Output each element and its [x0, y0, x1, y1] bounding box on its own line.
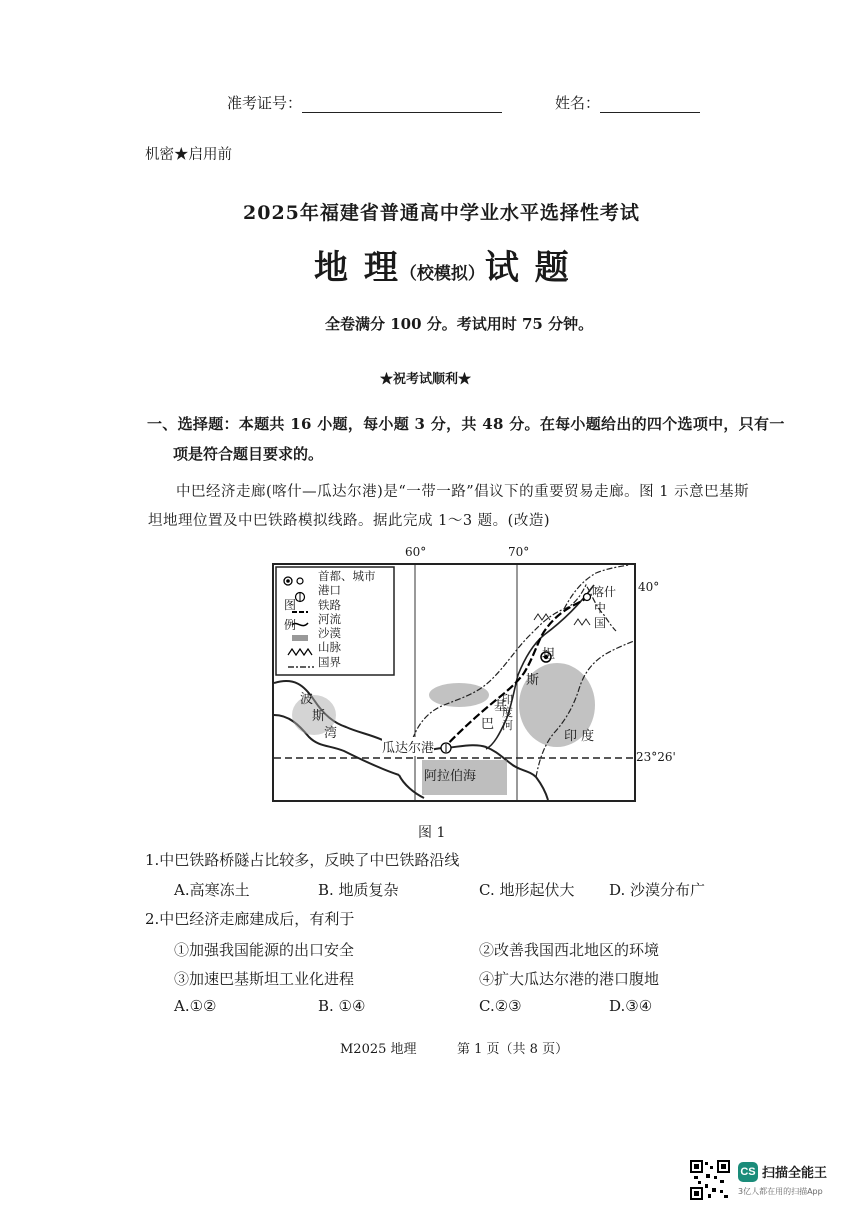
q2-item-2: ②改善我国西北地区的环境 — [479, 941, 660, 959]
section-heading: 一、选择题：本题共 16 小题，每小题 3 分，共 48 分。在每小题给出的四个选项中，只有一 — [147, 415, 785, 433]
q1-stem: 1.中巴铁路桥隧占比较多，反映了中巴铁路沿线 — [145, 851, 460, 869]
lat-40-label: 40° — [638, 580, 660, 594]
q2-item-1: ①加强我国能源的出口安全 — [174, 941, 355, 959]
legend-item: 首都、城市 — [318, 569, 376, 583]
label-china: 中 国 — [594, 601, 607, 630]
q2-option-c[interactable]: C.②③ — [479, 997, 522, 1015]
exam-number-field[interactable] — [302, 96, 502, 113]
secret-mark: 机密★启用前 — [145, 147, 232, 163]
exam-title: 2025年福建省普通高中学业水平选择性考试 — [243, 202, 640, 224]
exam-info: 全卷满分 100 分。考试用时 75 分钟。 — [325, 315, 594, 333]
name-label: 姓名： — [555, 92, 700, 113]
good-luck: ★祝考试顺利★ — [380, 372, 472, 387]
legend-title: 图 例 — [284, 598, 297, 632]
q1-option-d[interactable]: D. 沙漠分布广 — [609, 881, 706, 899]
legend-item: 山脉 — [318, 640, 341, 655]
q1-option-c[interactable]: C. 地形起伏大 — [479, 881, 575, 899]
label-arabian-sea: 阿拉伯海 — [424, 769, 477, 784]
legend-list — [318, 569, 376, 669]
legend-item: 国界 — [318, 654, 341, 669]
name-field[interactable] — [600, 96, 700, 113]
q2-option-a[interactable]: A.①② — [174, 997, 217, 1015]
scanner-name: 扫描全能王 — [762, 1166, 828, 1181]
pakistan-map: 图 例 首都、城市 港口 铁路 河流 沙漠 山脉 国界 喀什 中 国 波 斯 湾 瓜达尔港 阿拉伯海 印 度 巴 基 斯 坦 印 度 河 — [272, 563, 636, 802]
qr-code-icon — [690, 1160, 730, 1200]
figure-caption: 图 1 — [418, 825, 446, 841]
label-indus-river: 印 度 河 — [502, 693, 513, 732]
scanner-tagline: 3亿人都在用的扫描App — [738, 1187, 823, 1196]
page-number: 第 1 页（共 8 页） — [457, 1042, 569, 1057]
intro-text: 中巴经济走廊(喀什—瓜达尔港)是“一带一路”倡议下的重要贸易走廊。图 1 示意巴基斯 — [176, 484, 750, 500]
exam-number-label: 准考证号： — [227, 92, 502, 113]
footer-code: M2025 地理 — [340, 1042, 417, 1057]
q1-option-a[interactable]: A.高寒冻土 — [174, 881, 250, 899]
legend-item: 铁路 — [318, 597, 341, 612]
q2-item-3: ③加速巴基斯坦工业化进程 — [174, 970, 355, 988]
q2-stem: 2.中巴经济走廊建成后，有利于 — [145, 910, 355, 928]
legend-item: 河流 — [318, 611, 341, 626]
q2-item-4: ④扩大瓜达尔港的港口腹地 — [479, 970, 660, 988]
lon-60-label: 60° — [405, 545, 427, 559]
scanner-logo: CS — [738, 1162, 758, 1182]
label-india: 印 度 — [564, 729, 595, 744]
lat-tropic-label: 23°26' — [636, 750, 676, 764]
legend-item: 沙漠 — [318, 626, 341, 641]
q2-option-b[interactable]: B. ①④ — [318, 997, 366, 1015]
section-heading-cont: 项是符合题目要求的。 — [173, 445, 324, 463]
intro-text-cont: 坦地理位置及中巴铁路模拟线路。据此完成 1～3 题。(改造) — [148, 513, 550, 529]
label-persian-gulf: 波 斯 湾 — [300, 692, 338, 741]
lon-70-label: 70° — [508, 545, 530, 559]
label-kashgar: 喀什 — [592, 585, 617, 599]
legend-item: 港口 — [318, 583, 341, 598]
label-gwadar: 瓜达尔港 — [382, 737, 434, 756]
subject-title: 地 理（校模拟）试 题 — [314, 248, 571, 288]
q2-option-d[interactable]: D.③④ — [609, 997, 653, 1015]
q1-option-b[interactable]: B. 地质复杂 — [318, 881, 399, 899]
